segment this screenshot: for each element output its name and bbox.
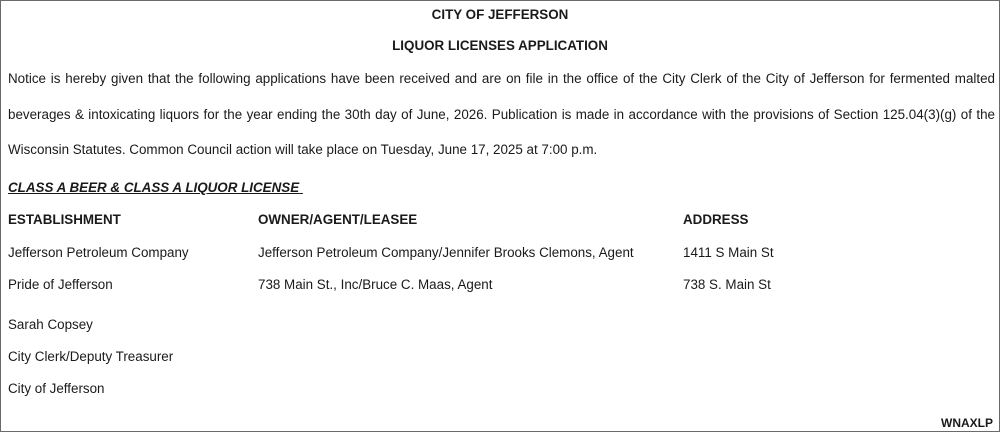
table-row-1-address: 1411 S Main St <box>683 245 774 260</box>
notice-paragraph-line-2: beverages & intoxicating liquors for the year ending the 30th day of June, 2026. Publication is made in accordance with the provisions of Section 125.04(3)(g) of the <box>8 107 995 122</box>
signature-organization: City of Jefferson <box>8 381 105 396</box>
column-header-address: ADDRESS <box>683 212 749 227</box>
table-row-1-owner: Jefferson Petroleum Company/Jennifer Brooks Clemons, Agent <box>258 245 634 260</box>
publication-code: WNAXLP <box>941 416 993 430</box>
signature-title: City Clerk/Deputy Treasurer <box>8 349 174 364</box>
city-heading: CITY OF JEFFERSON <box>431 7 569 22</box>
signature-name: Sarah Copsey <box>8 317 93 332</box>
table-row-2-establishment: Pride of Jefferson <box>8 277 113 292</box>
table-row-2-owner: 738 Main St., Inc/Bruce C. Maas, Agent <box>258 277 493 292</box>
column-header-owner: OWNER/AGENT/LEASEE <box>258 212 418 227</box>
notice-paragraph-line-3: Wisconsin Statutes. Common Council action will take place on Tuesday, June 17, 2025 at 7:00 p.m. <box>8 142 598 157</box>
table-row-2-address: 738 S. Main St <box>683 277 771 292</box>
table-row-1-establishment: Jefferson Petroleum Company <box>8 245 189 260</box>
license-class-heading: CLASS A BEER & CLASS A LIQUOR LICENSE <box>8 180 300 195</box>
notice-paragraph-line-1: Notice is hereby given that the following applications have been received and are on file in the office of the City Clerk of the City of Jefferson for fermented malted <box>8 71 995 86</box>
notice-title: LIQUOR LICENSES APPLICATION <box>392 38 608 53</box>
column-header-establishment: ESTABLISHMENT <box>8 212 121 227</box>
